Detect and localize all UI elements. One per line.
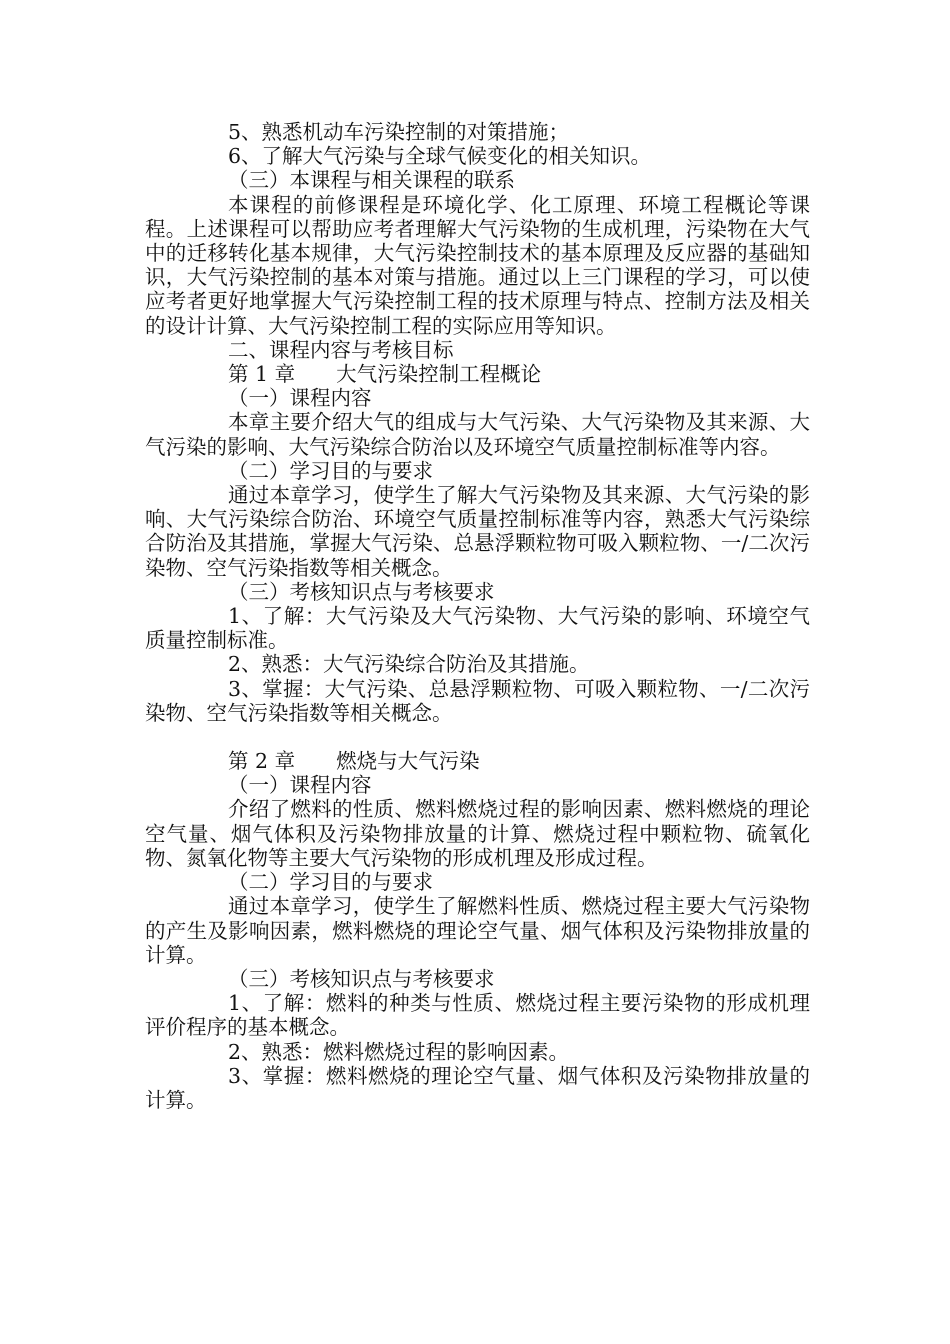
ch2-paragraph-content: 介绍了燃料的性质、燃料燃烧过程的影响因素、燃料燃烧的理论空气量、烟气体积及污染物排放量的计算、燃烧过程中颗粒物、硫氧化物、氮氧化物等主要大气污染物的形成机理及形成过程。 — [145, 797, 810, 870]
chapter-2-title: 第 2 章 燃烧与大气污染 — [228, 749, 480, 774]
ch1-heading-content: （一）课程内容 — [228, 386, 372, 411]
paragraph-related-courses: 本课程的前修课程是环境化学、化工原理、环境工程概论等课程。上述课程可以帮助应考者理解大气污染物的生成机理，污染物在大气中的迁移转化基本规律，大气污染控制技术的基本原理及反应器的基础知识，大气污染控制的基本对策与措施。通过以上三门课程的学习，可以使应考者更好地掌握大气污染控制工程的技术原理与特点、控制方法及相关的设计计算、大气污染控制工程的实际应用等知识。 — [145, 192, 810, 338]
ch1-heading-assessment: （三）考核知识点与考核要求 — [228, 579, 495, 604]
ch2-heading-assessment: （三）考核知识点与考核要求 — [228, 966, 495, 991]
ch2-item-familiar: 2、熟悉：燃料燃烧过程的影响因素。 — [228, 1039, 570, 1064]
list-item-5: 5、熟悉机动车污染控制的对策措施； — [228, 120, 570, 144]
ch1-item-understand: 1、了解：大气污染及大气污染物、大气污染的影响、环境空气质量控制标准。 — [145, 604, 810, 653]
ch2-item-master: 3、掌握：燃料燃烧的理论空气量、烟气体积及污染物排放量的计算。 — [145, 1063, 810, 1112]
ch2-paragraph-goals: 通过本章学习，使学生了解燃料性质、燃烧过程主要大气污染物的产生及影响因素，燃料燃烧的理论空气量、烟气体积及污染物排放量的计算。 — [145, 894, 810, 967]
list-item-6: 6、了解大气污染与全球气候变化的相关知识。 — [228, 144, 652, 169]
ch1-paragraph-content: 本章主要介绍大气的组成与大气污染、大气污染物及其来源、大气污染的影响、大气污染综合防治以及环境空气质量控制标准等内容。 — [145, 410, 810, 459]
ch1-item-master: 3、掌握：大气污染、总悬浮颗粒物、可吸入颗粒物、一/二次污染物、空气污染指数等相关概念。 — [145, 676, 810, 725]
chapter-1-title: 第 1 章 大气污染控制工程概论 — [228, 362, 542, 387]
blank-line — [145, 725, 810, 749]
ch1-item-familiar: 2、熟悉：大气污染综合防治及其措施。 — [228, 652, 590, 677]
document-page — [145, 120, 810, 1112]
ch1-paragraph-goals: 通过本章学习，使学生了解大气污染物及其来源、大气污染的影响、大气污染综合防治、环境空气质量控制标准等内容，熟悉大气污染综合防治及其措施，掌握大气污染、总悬浮颗粒物可吸入颗粒物、一/二次污染物、空气污染指数等相关概念。 — [145, 483, 810, 580]
ch1-heading-goals: （二）学习目的与要求 — [228, 458, 433, 483]
section-heading-related-courses: （三）本课程与相关课程的联系 — [228, 168, 515, 193]
ch2-heading-content: （一）课程内容 — [228, 773, 372, 798]
ch2-heading-goals: （二）学习目的与要求 — [228, 870, 433, 895]
ch2-item-understand: 1、了解：燃料的种类与性质、燃烧过程主要污染物的形成机理评价程序的基本概念。 — [145, 991, 810, 1040]
section-heading-content-objectives: 二、课程内容与考核目标 — [228, 337, 454, 362]
